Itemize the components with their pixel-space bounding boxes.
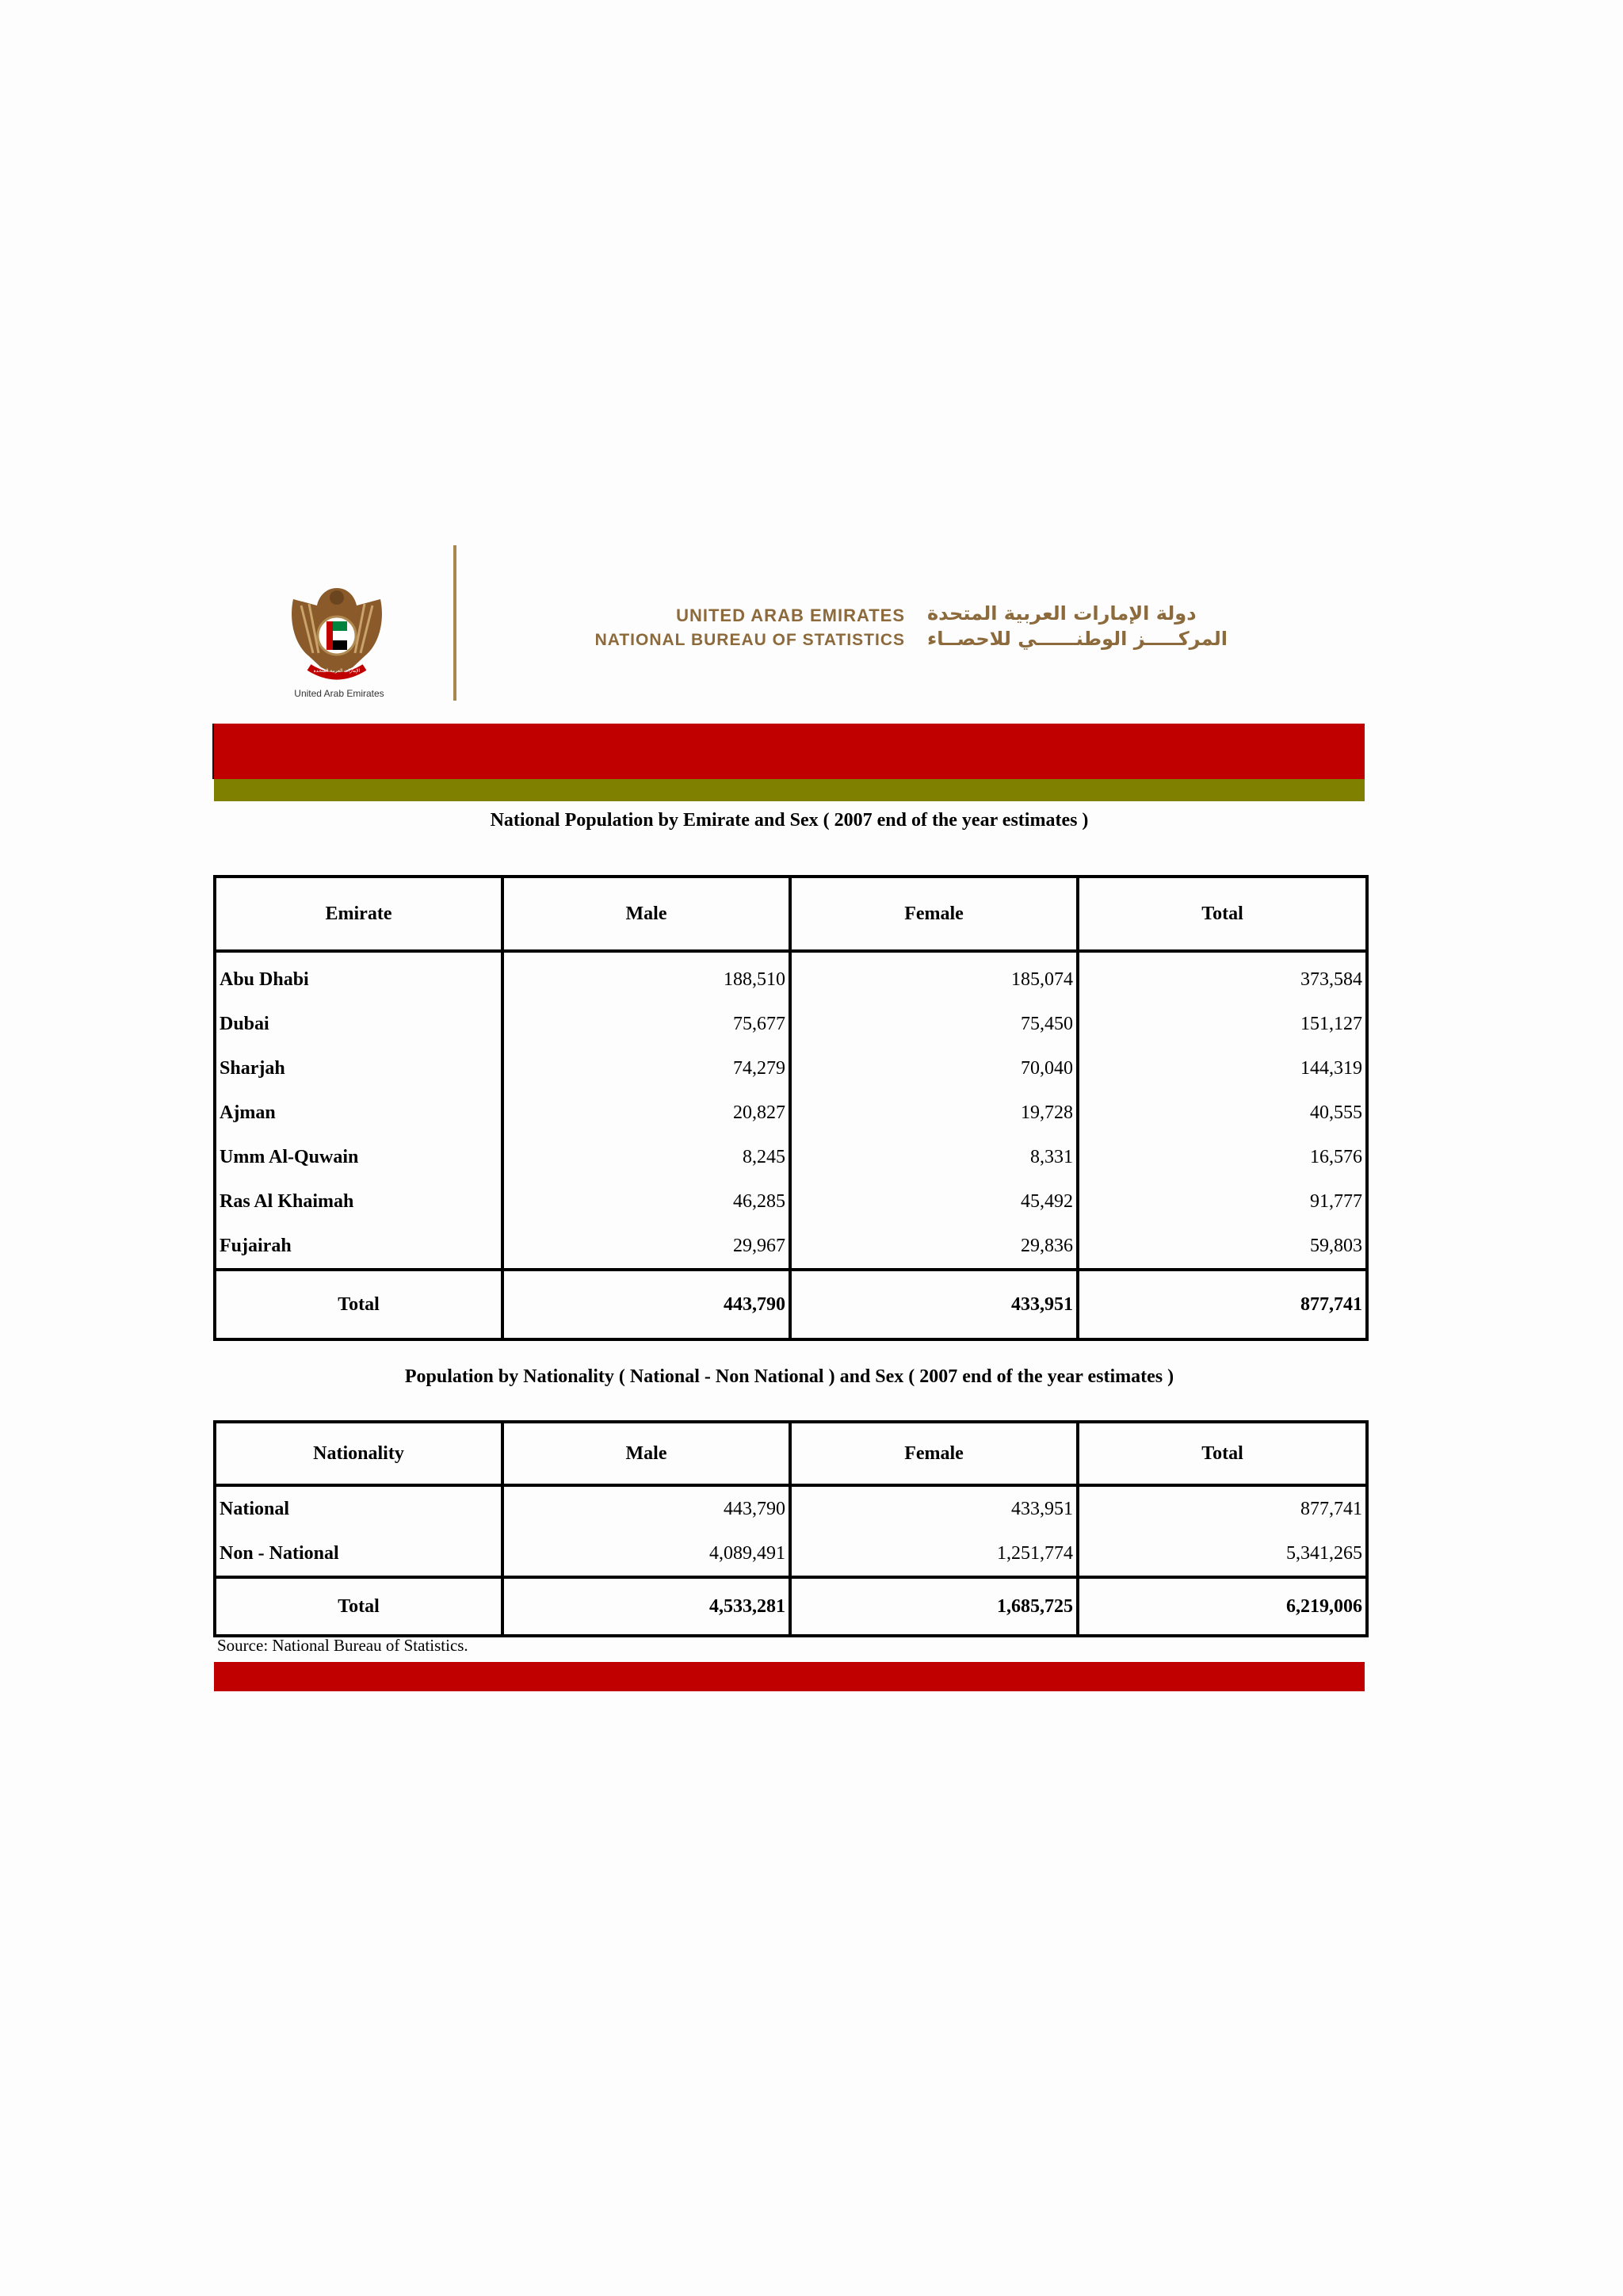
grand-total: 877,741: [1078, 1270, 1367, 1339]
column-header: Total: [1078, 877, 1367, 951]
column-header: Total: [1078, 1422, 1367, 1485]
male-total: 443,790: [502, 1270, 790, 1339]
table-row: [215, 1485, 1367, 1531]
table-row: [215, 1046, 1367, 1091]
total-value: 151,127: [1078, 1002, 1367, 1046]
column-header: Male: [502, 877, 790, 951]
table-header-row: [215, 1422, 1367, 1485]
page-header: [214, 545, 1365, 704]
red-banner: [214, 724, 1365, 779]
header-divider: [453, 545, 456, 701]
female-value: 75,450: [790, 1002, 1078, 1046]
female-value: 8,331: [790, 1135, 1078, 1179]
red-footer-band: [214, 1662, 1365, 1691]
emblem-ribbon-text: الإمارات العربية المتحدة: [313, 669, 361, 674]
table-header-row: [215, 877, 1367, 951]
emirate-name: Ajman: [215, 1091, 502, 1135]
total-value: 5,341,265: [1078, 1531, 1367, 1577]
total-value: 877,741: [1078, 1485, 1367, 1531]
uae-falcon-emblem: [277, 574, 396, 693]
olive-banner: [214, 779, 1365, 801]
emblem-caption: United Arab Emirates: [294, 688, 384, 699]
total-value: 59,803: [1078, 1224, 1367, 1270]
header-country-en: UNITED ARAB EMIRATES: [676, 606, 905, 625]
nationality-population-table: [213, 1420, 1369, 1637]
header-country-ar: دولة الإمارات العربية المتحدة: [927, 602, 1197, 625]
emirate-population-table: [213, 875, 1369, 1341]
female-value: 70,040: [790, 1046, 1078, 1091]
table-row: [215, 1531, 1367, 1577]
total-value: 16,576: [1078, 1135, 1367, 1179]
total-value: 144,319: [1078, 1046, 1367, 1091]
female-total: 433,951: [790, 1270, 1078, 1339]
male-value: 443,790: [502, 1485, 790, 1531]
nationality-name: Non - National: [215, 1531, 502, 1577]
column-header: Female: [790, 877, 1078, 951]
male-value: 74,279: [502, 1046, 790, 1091]
male-value: 8,245: [502, 1135, 790, 1179]
male-total: 4,533,281: [502, 1577, 790, 1636]
table-row: [215, 1002, 1367, 1046]
emirate-name: Sharjah: [215, 1046, 502, 1091]
female-value: 29,836: [790, 1224, 1078, 1270]
total-value: 40,555: [1078, 1091, 1367, 1135]
table-row: [215, 951, 1367, 1002]
female-value: 19,728: [790, 1091, 1078, 1135]
table-row: [215, 1224, 1367, 1270]
female-value: 1,251,774: [790, 1531, 1078, 1577]
total-value: 91,777: [1078, 1179, 1367, 1224]
female-value: 185,074: [790, 951, 1078, 1002]
column-header: Nationality: [215, 1422, 502, 1485]
female-value: 433,951: [790, 1485, 1078, 1531]
header-bureau-ar: المركـــــز الوطنــــــي للاحصــاء: [927, 628, 1228, 650]
grand-total: 6,219,006: [1078, 1577, 1367, 1636]
total-label: Total: [215, 1270, 502, 1339]
emirate-name: Dubai: [215, 1002, 502, 1046]
male-value: 4,089,491: [502, 1531, 790, 1577]
emirate-name: Abu Dhabi: [215, 951, 502, 1002]
table-total-row: [215, 1577, 1367, 1636]
table-row: [215, 1091, 1367, 1135]
nationality-name: National: [215, 1485, 502, 1531]
male-value: 29,967: [502, 1224, 790, 1270]
table-total-row: [215, 1270, 1367, 1339]
male-value: 20,827: [502, 1091, 790, 1135]
table2-title: Population by Nationality ( National - Non National ) and Sex ( 2007 end of the year estimates ): [404, 1366, 1174, 1387]
emirate-name: Umm Al-Quwain: [215, 1135, 502, 1179]
emirate-name: Fujairah: [215, 1224, 502, 1270]
female-value: 45,492: [790, 1179, 1078, 1224]
total-value: 373,584: [1078, 951, 1367, 1002]
male-value: 75,677: [502, 1002, 790, 1046]
column-header: Emirate: [215, 877, 502, 951]
male-value: 46,285: [502, 1179, 790, 1224]
table-row: [215, 1135, 1367, 1179]
source-note: Source: National Bureau of Statistics.: [217, 1636, 468, 1655]
female-total: 1,685,725: [790, 1577, 1078, 1636]
male-value: 188,510: [502, 951, 790, 1002]
table-row: [215, 1179, 1367, 1224]
emirate-name: Ras Al Khaimah: [215, 1179, 502, 1224]
column-header: Female: [790, 1422, 1078, 1485]
table1-title: National Population by Emirate and Sex ( 2007 end of the year estimates ): [490, 810, 1089, 831]
header-bureau-en: NATIONAL BUREAU OF STATISTICS: [594, 631, 905, 649]
column-header: Male: [502, 1422, 790, 1485]
total-label: Total: [215, 1577, 502, 1636]
